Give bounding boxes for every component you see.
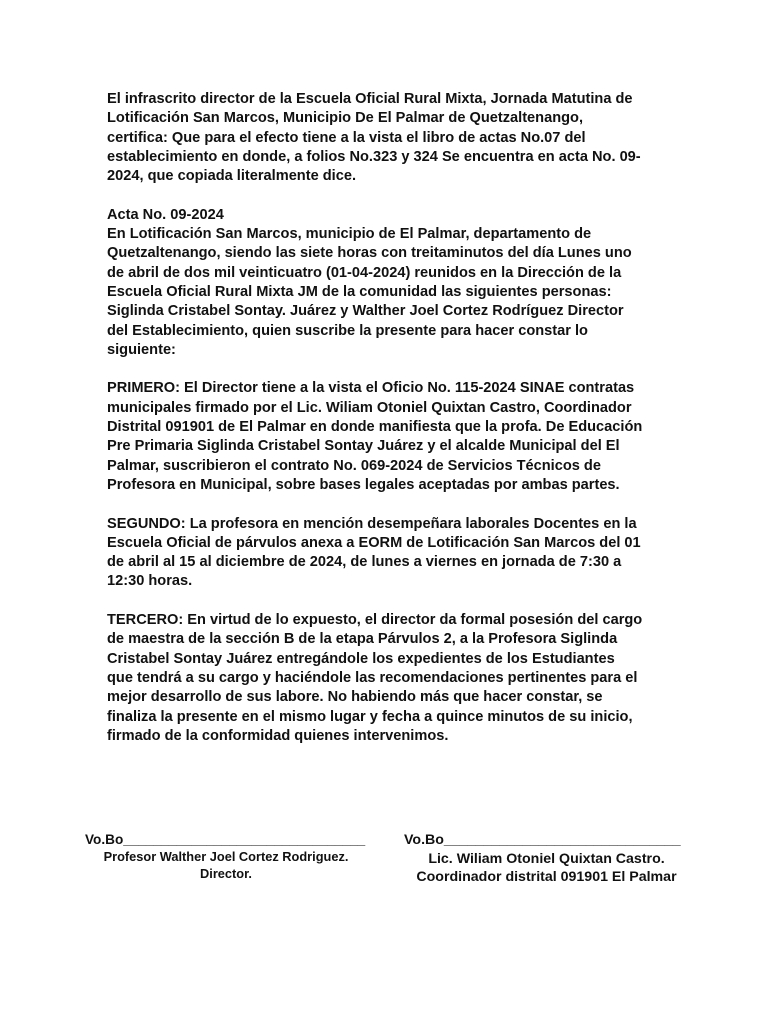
segundo-paragraph: SEGUNDO: La profesora en mención desempeñara laborales Docentes en la Escuela Oficial de párvulos anexa a EORM de Lotificación San Marcos del 01 de abril al 15 al diciembre de 2024, de lunes a viernes en jornada de 7:30 a 12:30 horas. (107, 515, 641, 590)
paragraph-gap (107, 495, 667, 514)
signer-name: Lic. Wiliam Otoniel Quixtan Castro. (428, 850, 665, 867)
paragraph-gap (107, 186, 667, 205)
tercero-paragraph: TERCERO: En virtud de lo expuesto, el director da formal posesión del cargo de maestra de la sección B de la etapa Párvulos 2, a la Profesora Siglinda Cristabel Sontay Juárez entregándole los expedientes de los Estudiantes que tendrá a su cargo y haciéndole las recomendaciones pertinentes para el mejor desarrollo de sus labore. No habiendo más que hacer constar, se finaliza la presente en el mismo lugar y fecha a quince minutos de su inicio, firmado de la conformidad quienes intervenimos. (107, 612, 643, 744)
document-body (107, 90, 667, 746)
paragraph-gap (107, 360, 667, 379)
primero-paragraph: PRIMERO: El Director tiene a la vista el Oficio No. 115-2024 SINAE contratas municipales firmado por el Lic. Wiliam Otoniel Quixtan Castro, Coordinador Distrital 091901 de El Palmar en donde manifiesta que la profa. De Educación Pre Primaria Siglinda Cristabel Sontay Juárez y el alcalde Municipal del El Palmar, suscribieron el contrato No. 069-2024 de Servicios Técnicos de Profesora en Municipal, sobre bases legales aceptadas por ambas partes. (107, 380, 643, 493)
signature-line: Vo.Bo______________________________ (404, 832, 681, 848)
signer-name: Profesor Walther Joel Cortez Rodriguez. (103, 849, 349, 864)
signer-role: Director. (200, 866, 252, 881)
intro-paragraph: El infrascrito director de la Escuela Oficial Rural Mixta, Jornada Matutina de Lotificación San Marcos, Municipio De El Palmar de Quetzaltenango, certifica: Que para el efecto tiene a la vista el libro de actas No.07 del establecimiento en donde, a folios No.323 y 324 Se encuentra en acta No. 09- 2024, que copiada literalmente dice. (107, 91, 641, 185)
paragraph-gap (107, 592, 667, 611)
signature-line: Vo.Bo________________________________ (85, 832, 366, 847)
signature-block-coordinator (404, 831, 689, 887)
signer-role: Coordinador distrital 091901 El Palmar (416, 869, 677, 885)
acta-title: Acta No. 09-2024 (107, 206, 224, 223)
signature-block-director (85, 831, 367, 882)
acta-body-paragraph: En Lotificación San Marcos, municipio de El Palmar, departamento de Quetzaltenango, siendo las siete horas con treitaminutos del día Lunes uno de abril de dos mil veinticuatro (01-04-2024) reunidos en la Dirección de la Escuela Oficial Rural Mixta JM de la comunidad las siguientes personas: Siglinda Cristabel Sontay. Juárez y Walther Joel Cortez Rodríguez Director del Establecimiento, quien suscribe la presente para hacer constar lo siguiente: (107, 226, 632, 358)
